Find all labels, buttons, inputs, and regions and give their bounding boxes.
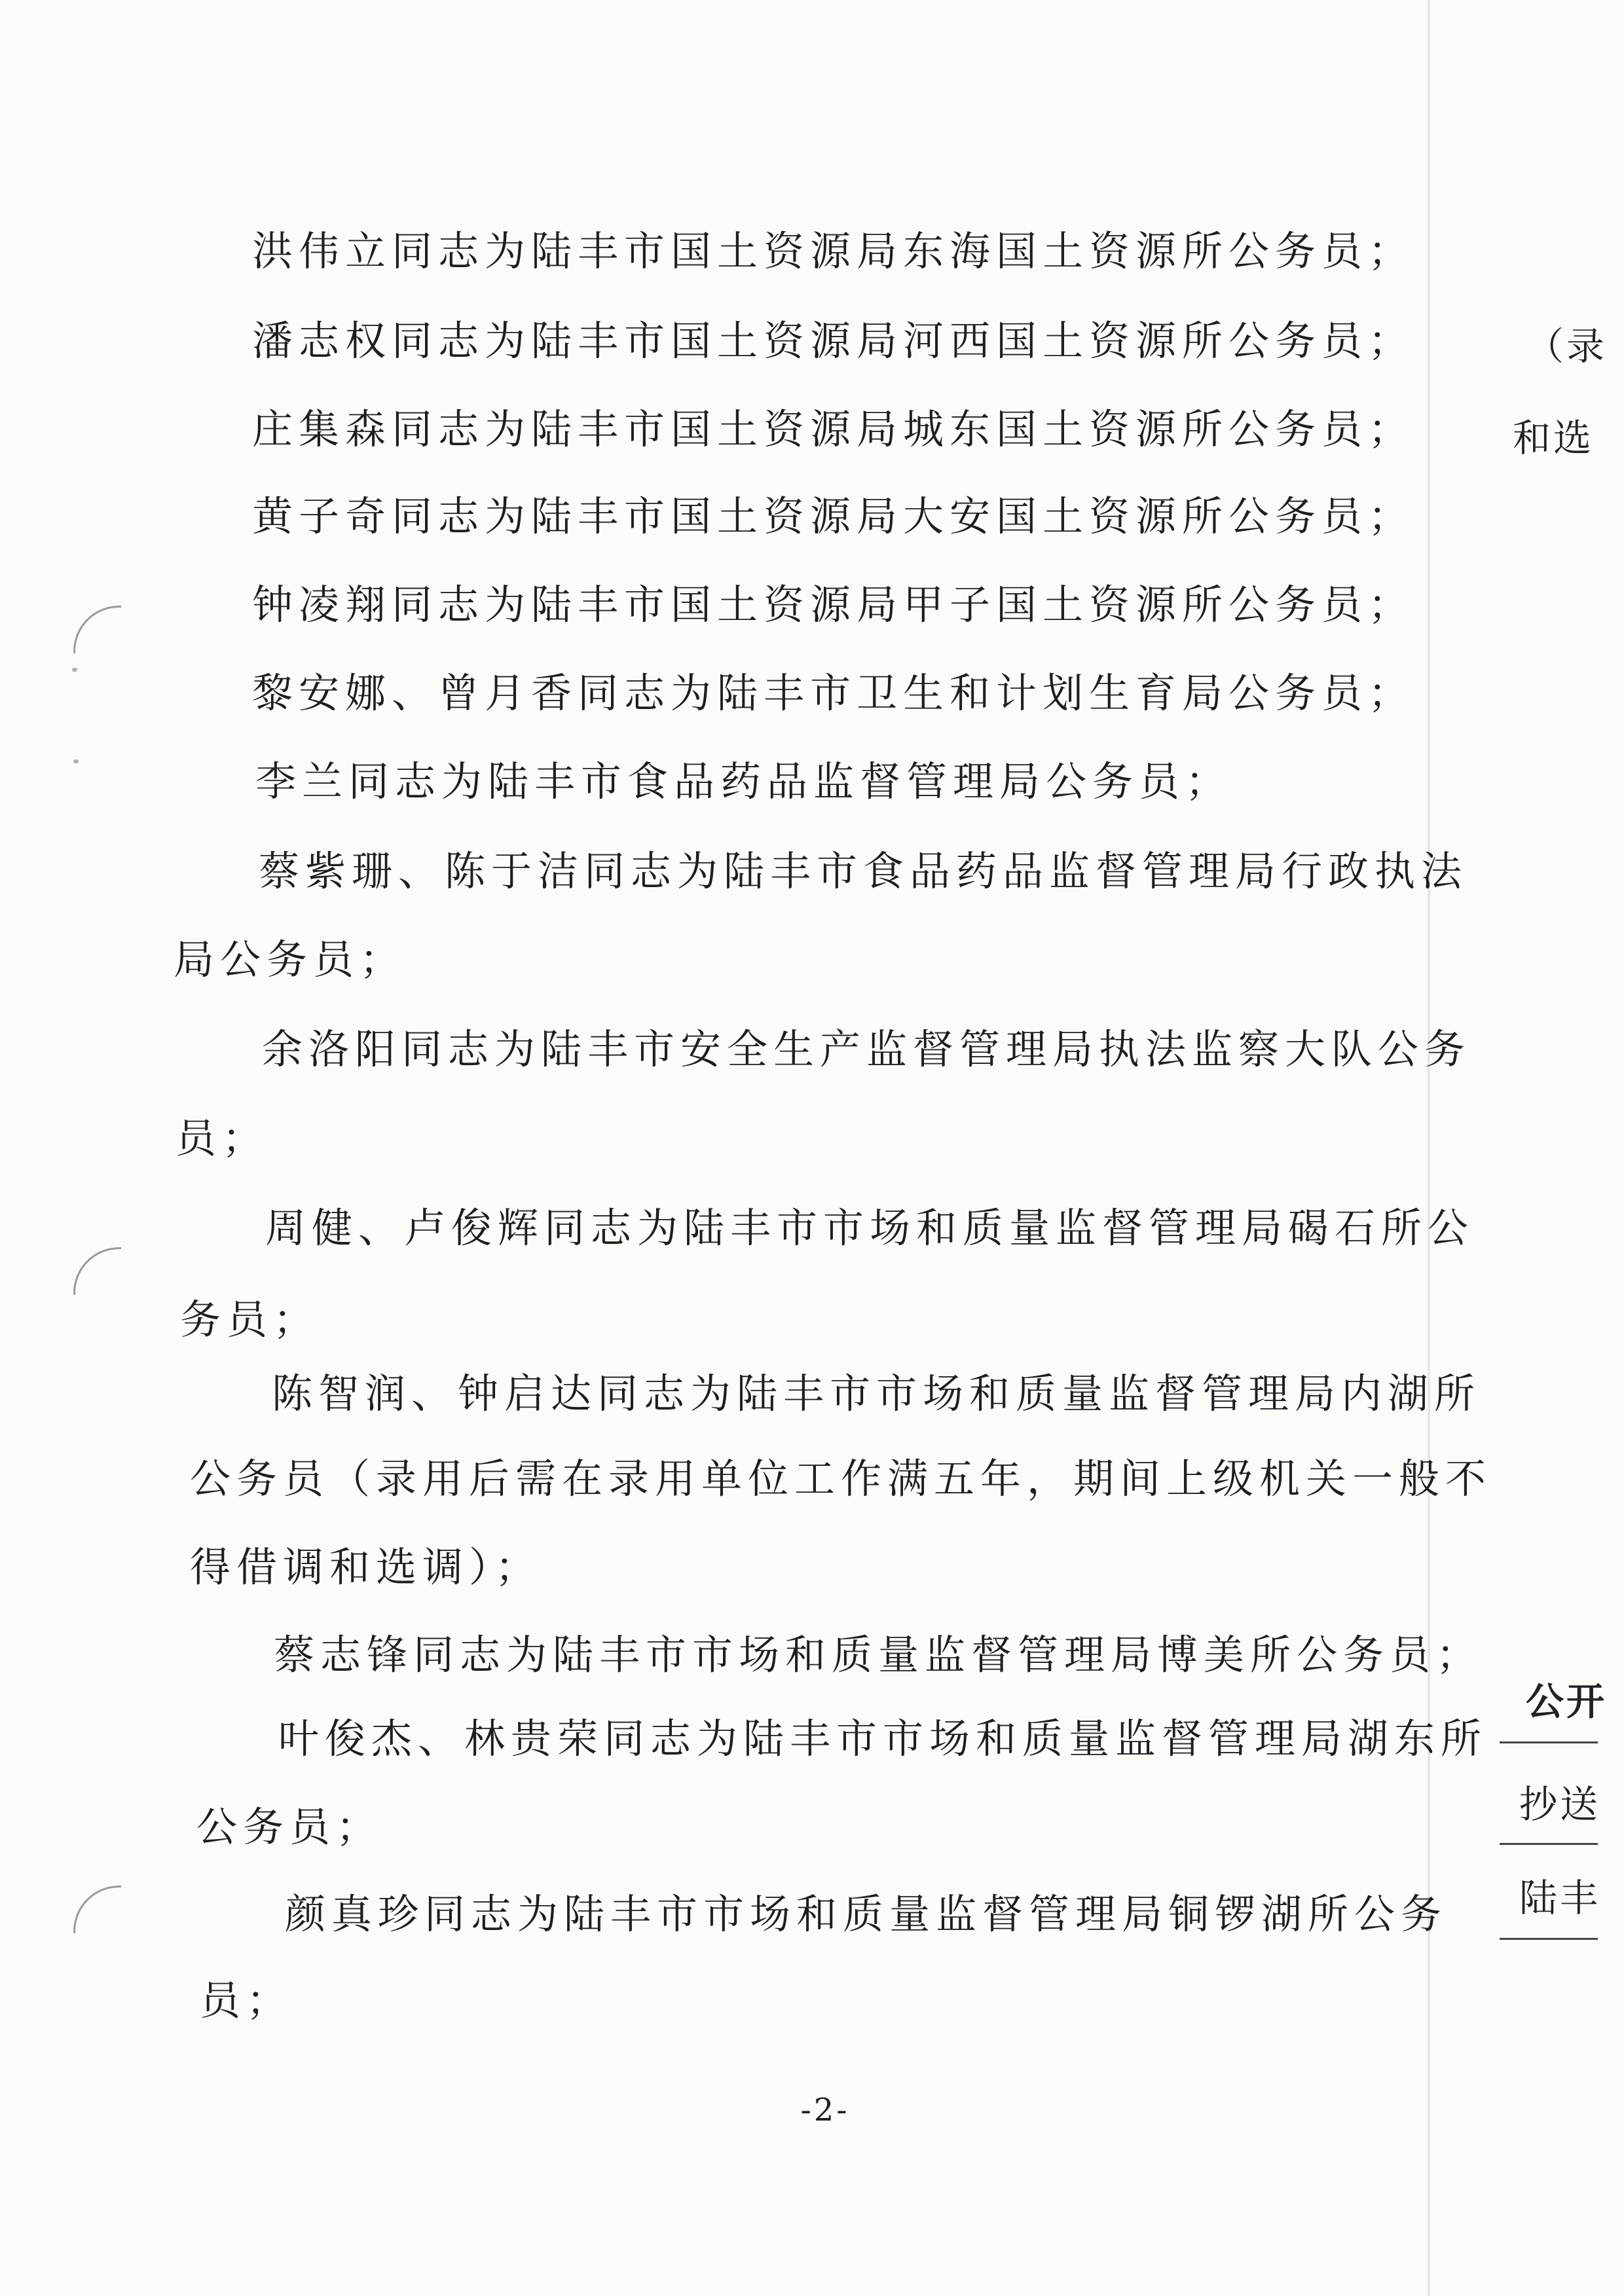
body-line-9: 局公务员； bbox=[174, 936, 407, 983]
binding-hole-3 bbox=[73, 1886, 121, 1933]
body-line-15: 公务员（录用后需在录用单位工作满五年，期间上级机关一般不 bbox=[190, 1455, 1492, 1503]
body-line-7: 李兰同志为陆丰市食品药品监督管理局公务员； bbox=[255, 757, 1232, 805]
body-line-21: 员； bbox=[200, 1977, 293, 2024]
body-line-3: 庄集森同志为陆丰市国土资源局城东国土资源所公务员； bbox=[252, 405, 1415, 453]
body-line-12: 周健、卢俊辉同志为陆丰市市场和质量监督管理局碣石所公 bbox=[265, 1204, 1475, 1252]
bleed-text-1: （录 bbox=[1526, 324, 1608, 369]
body-line-18: 叶俊杰、林贵荣同志为陆丰市市场和质量监督管理局湖东所 bbox=[278, 1715, 1488, 1762]
bleed-text-3: 公开 bbox=[1526, 1679, 1608, 1724]
body-line-2: 潘志权同志为陆丰市国土资源局河西国土资源所公务员； bbox=[252, 317, 1415, 365]
body-line-17: 蔡志锋同志为陆丰市市场和质量监督管理局博美所公务员； bbox=[274, 1631, 1483, 1679]
page-edge-shadow bbox=[1428, 0, 1430, 2296]
body-line-11: 员； bbox=[175, 1114, 269, 1162]
body-line-5: 钟凌翔同志为陆丰市国土资源局甲子国土资源所公务员； bbox=[252, 581, 1415, 629]
page-number: -2- bbox=[800, 2092, 850, 2128]
binding-hole-1 bbox=[73, 606, 121, 653]
divider-line bbox=[1500, 1843, 1598, 1845]
body-line-8: 蔡紫珊、陈于洁同志为陆丰市食品药品监督管理局行政执法 bbox=[259, 847, 1468, 895]
divider-line bbox=[1500, 1741, 1598, 1743]
bleed-text-2: 和选 bbox=[1513, 416, 1595, 460]
body-line-1: 洪伟立同志为陆丰市国土资源局东海国土资源所公务员； bbox=[252, 227, 1415, 275]
body-line-16: 得借调和选调）； bbox=[190, 1543, 542, 1591]
body-line-6: 黎安娜、曾月香同志为陆丰市卫生和计划生育局公务员； bbox=[252, 669, 1415, 717]
bleed-text-5: 陆丰 bbox=[1519, 1876, 1601, 1920]
body-line-13: 务员； bbox=[180, 1296, 320, 1343]
scan-speck bbox=[73, 759, 79, 763]
body-line-14: 陈智润、钟启达同志为陆丰市市场和质量监督管理局内湖所 bbox=[272, 1370, 1481, 1417]
binding-hole-2 bbox=[73, 1247, 121, 1295]
body-line-20: 颜真珍同志为陆丰市市场和质量监督管理局铜锣湖所公务 bbox=[285, 1890, 1448, 1938]
body-line-4: 黄子奇同志为陆丰市国土资源局大安国土资源所公务员； bbox=[252, 492, 1415, 540]
divider-line bbox=[1500, 1938, 1598, 1940]
body-line-19: 公务员； bbox=[196, 1803, 383, 1851]
scan-speck bbox=[72, 668, 77, 672]
body-line-10: 余洛阳同志为陆丰市安全生产监督管理局执法监察大队公务 bbox=[262, 1025, 1471, 1073]
bleed-text-4: 抄送 bbox=[1519, 1782, 1601, 1827]
